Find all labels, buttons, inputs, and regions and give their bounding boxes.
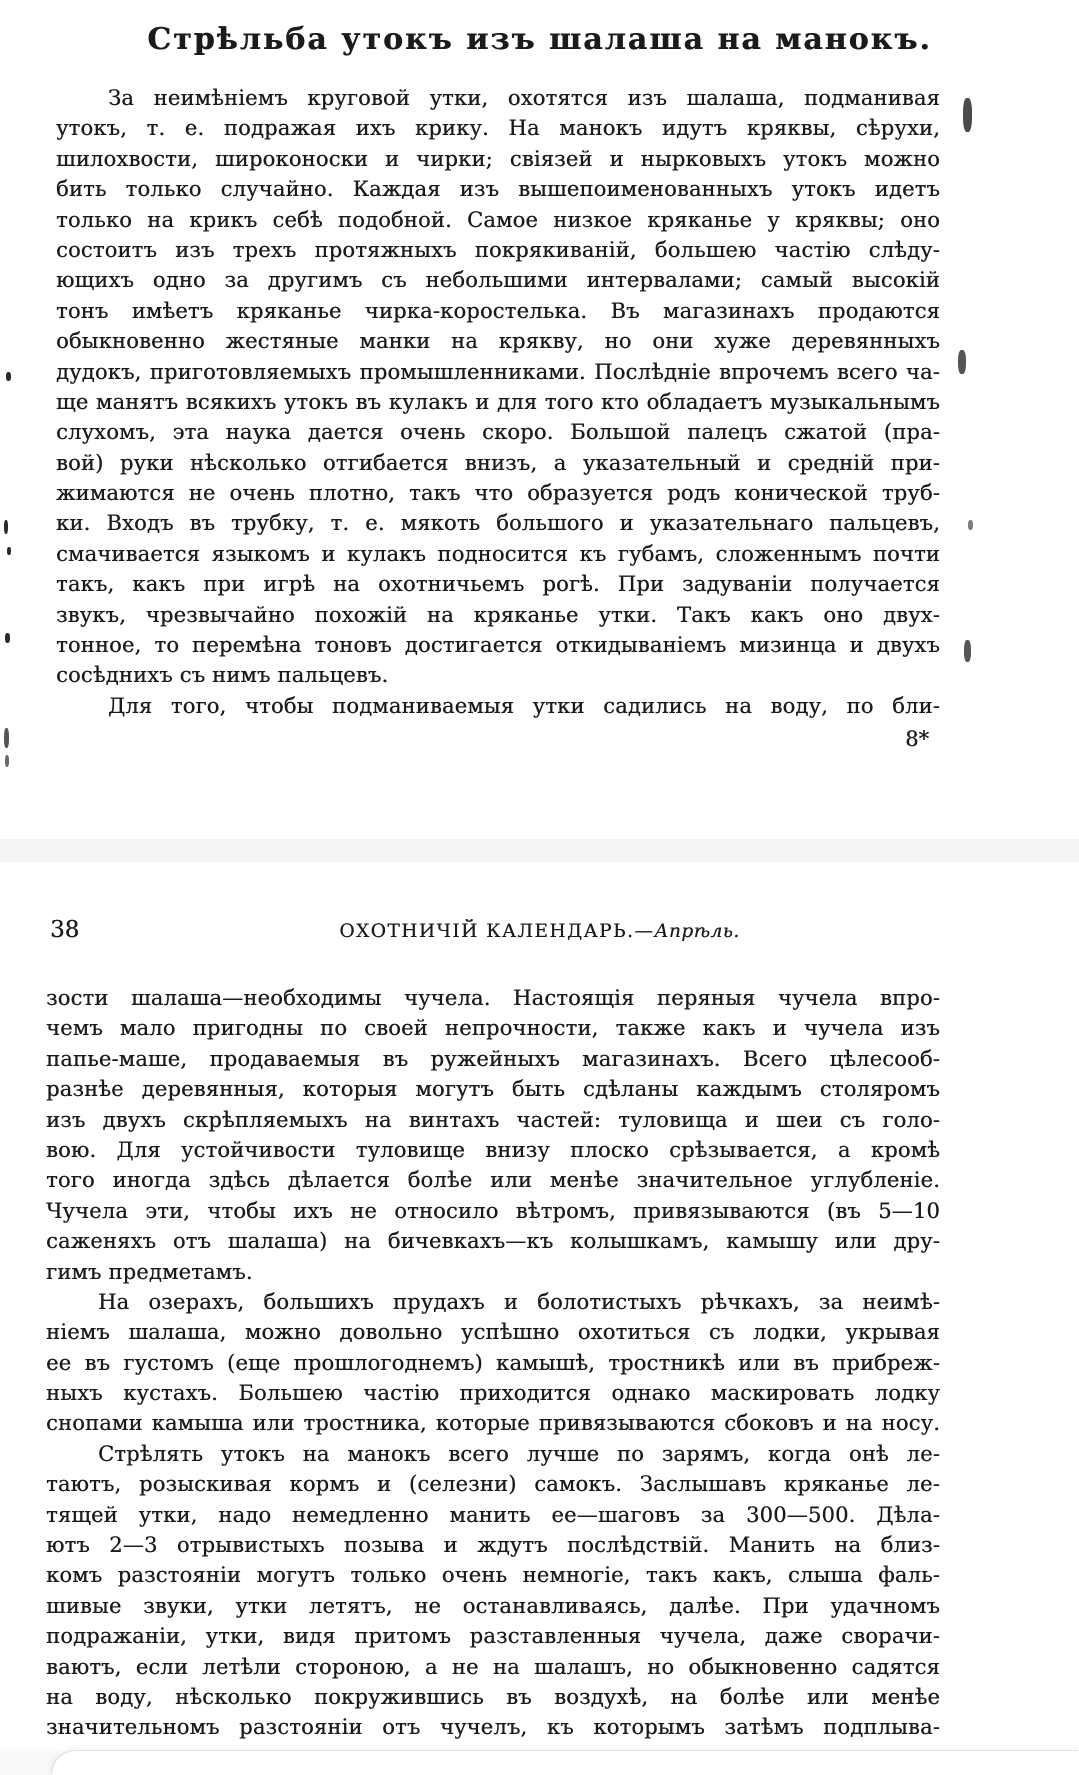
- scan-artifact: [968, 520, 973, 530]
- text-line: такъ, какъ при игрѣ на охотничьемъ рогѣ. При задуваніи получается: [56, 572, 940, 597]
- text-line: вою. Для устойчивости туловище внизу плоско срѣзывается, а кромѣ: [46, 1137, 940, 1162]
- text-line: звукъ, чрезвычайно похожій на кряканье утки. Такъ какъ оно двух-: [56, 602, 940, 627]
- text-line: папье-маше, продаваемыя въ ружейныхъ магазинахъ. Всего цѣлесооб-: [46, 1046, 940, 1071]
- running-title-month: Апрѣль.: [654, 921, 740, 942]
- signature-mark: 8*: [905, 727, 929, 751]
- text-line: гимъ предметамъ.: [46, 1259, 253, 1284]
- running-title: [0, 921, 1079, 942]
- text-line: только на крикъ себѣ подобной. Самое низкое кряканье у кряквы; оно: [56, 207, 940, 232]
- text-line: тонъ имѣетъ кряканье чирка-коростелька. Въ магазинахъ продаются: [56, 298, 940, 323]
- running-title-text: ОХОТНИЧІЙ КАЛЕНДАРЬ.—: [339, 921, 655, 942]
- scan-artifact: [958, 350, 966, 374]
- text-line: таютъ, розыскивая кормъ и (селезни) самокъ. Заслышавъ кряканье ле-: [46, 1472, 940, 1497]
- text-line: разнѣе деревянныя, которыя могутъ быть сдѣланы каждымъ столяромъ: [46, 1077, 940, 1102]
- text-line: бить только случайно. Каждая изъ вышепоименованныхъ утокъ идетъ: [56, 177, 940, 202]
- text-line: шивые звуки, утки летятъ, не останавливаясь, далѣе. При удачномъ: [46, 1593, 940, 1618]
- text-line: значительномъ разстояніи отъ чучелъ, къ которымъ затѣмъ подплыва-: [46, 1715, 940, 1740]
- scan-artifact: [5, 755, 9, 767]
- page-number: 38: [50, 917, 80, 943]
- text-line: жимаются не очень плотно, такъ что образуется родъ конической труб-: [56, 481, 940, 506]
- text-line: ее въ густомъ (еще прошлогоднемъ) камышѣ, тростникѣ или въ прибреж-: [46, 1350, 940, 1375]
- page2-text: [46, 983, 940, 1743]
- scan-artifact: [6, 372, 11, 381]
- scan-artifact: [963, 98, 972, 132]
- text-line: ніемъ шалаша, можно довольно успѣшно охотиться съ лодки, укрывая: [46, 1320, 940, 1345]
- page1-text: [56, 83, 940, 721]
- text-line: саженяхъ отъ шалаша) на бичевкахъ—къ колышкамъ, камышу или дру-: [46, 1229, 940, 1254]
- text-line: На озерахъ, большихъ прудахъ и болотистыхъ рѣчкахъ, за неимѣ-: [98, 1289, 940, 1314]
- scan-artifact: [5, 633, 10, 643]
- text-line: тящей утки, надо немедленно манить ее—шаговъ за 300—500. Дѣла-: [46, 1502, 940, 1527]
- text-line: Стрѣлять утокъ на манокъ всего лучше по зарямъ, когда онѣ ле-: [98, 1441, 940, 1466]
- text-line: утокъ, т. е. подражая ихъ крику. На манокъ идутъ кряквы, сѣрухи,: [56, 116, 940, 141]
- chapter-title: Стрѣльба утокъ изъ шалаша на манокъ.: [147, 22, 932, 57]
- text-line: зости шалаша—необходимы чучела. Настоящія перяныя чучела впро-: [46, 986, 940, 1010]
- text-line: того иногда здѣсь дѣлается болѣе или менѣе значительное углубленіе.: [46, 1168, 940, 1193]
- text-line: снопами камыша или тростника, которые привязываются сбоковъ и на носу.: [46, 1411, 940, 1436]
- text-line: слухомъ, эта наука дается очень скоро. Большой палецъ сжатой (пра-: [56, 420, 940, 445]
- scan-rounded-corner: [52, 1751, 1079, 1775]
- text-line: шилохвости, широконоски и чирки; свіязей и нырковыхъ утокъ можно: [56, 146, 940, 171]
- text-line: чемъ мало пригодны по своей непрочности, также какъ и чучела изъ: [46, 1016, 940, 1041]
- text-line: обыкновенно жестяные манки на крякву, но они хуже деревянныхъ: [56, 329, 940, 354]
- text-line: тонное, то перемѣна тоновъ достигается откидываніемъ мизинца и двухъ: [56, 633, 940, 658]
- text-line: подражаніи, утки, видя притомъ разставленныя чучела, даже сворачи-: [46, 1624, 940, 1649]
- text-line: на воду, нѣсколько покружившись въ воздухѣ, на болѣе или менѣе: [46, 1684, 940, 1709]
- text-line: состоитъ изъ трехъ протяжныхъ покрякиваній, большею частію слѣду-: [56, 237, 940, 262]
- scan-artifact: [4, 728, 9, 748]
- page-gap-band: [0, 839, 1079, 862]
- scan-edge: [0, 1751, 60, 1775]
- text-line: ютъ 2—3 отрывистыхъ позыва и ждутъ послѣдствій. Манить на близ-: [46, 1533, 940, 1558]
- text-line: изъ двухъ скрѣпляемыхъ на винтахъ частей: туловища и шеи съ голо-: [46, 1107, 940, 1132]
- text-line: комъ разстояніи могутъ только очень немногіе, такъ какъ, слыша фаль-: [46, 1563, 940, 1588]
- text-line: ющихъ одно за другимъ съ небольшими интервалами; самый высокій: [56, 268, 940, 293]
- text-line: ки. Входъ въ трубку, т. е. мякоть большого и указательнаго пальцевъ,: [56, 511, 940, 536]
- text-line: ваютъ, если летѣли стороною, а не на шалашъ, но обыкновенно садятся: [46, 1654, 940, 1679]
- text-line: Для того, чтобы подманиваемыя утки садились на воду, по бли-: [108, 693, 940, 718]
- text-line: ныхъ кустахъ. Большею частію приходится однако маскировать лодку: [46, 1381, 940, 1406]
- scan-artifact: [964, 640, 971, 662]
- text-line: сосѣднихъ съ нимъ пальцевъ.: [56, 663, 389, 688]
- text-line: За неимѣніемъ круговой утки, охотятся изъ шалаша, подманивая: [108, 86, 940, 110]
- text-line: Чучела эти, чтобы ихъ не относило вѣтромъ, привязываются (въ 5—10: [46, 1198, 940, 1223]
- scan-artifact: [7, 547, 11, 555]
- text-line: дудокъ, приготовляемыхъ промышленниками. Послѣдніе впрочемъ всего ча-: [56, 359, 940, 384]
- running-head: [0, 915, 1079, 949]
- scan-artifact: [4, 520, 8, 534]
- text-line: смачивается языкомъ и кулакъ подносится къ губамъ, сложеннымъ почти: [56, 541, 940, 566]
- text-line: ще манятъ всякихъ утокъ въ кулакъ и для того кто обладаетъ музыкальнымъ: [56, 389, 940, 414]
- text-line: вой) руки нѣсколько отгибается внизъ, а указательный и средній при-: [56, 450, 940, 475]
